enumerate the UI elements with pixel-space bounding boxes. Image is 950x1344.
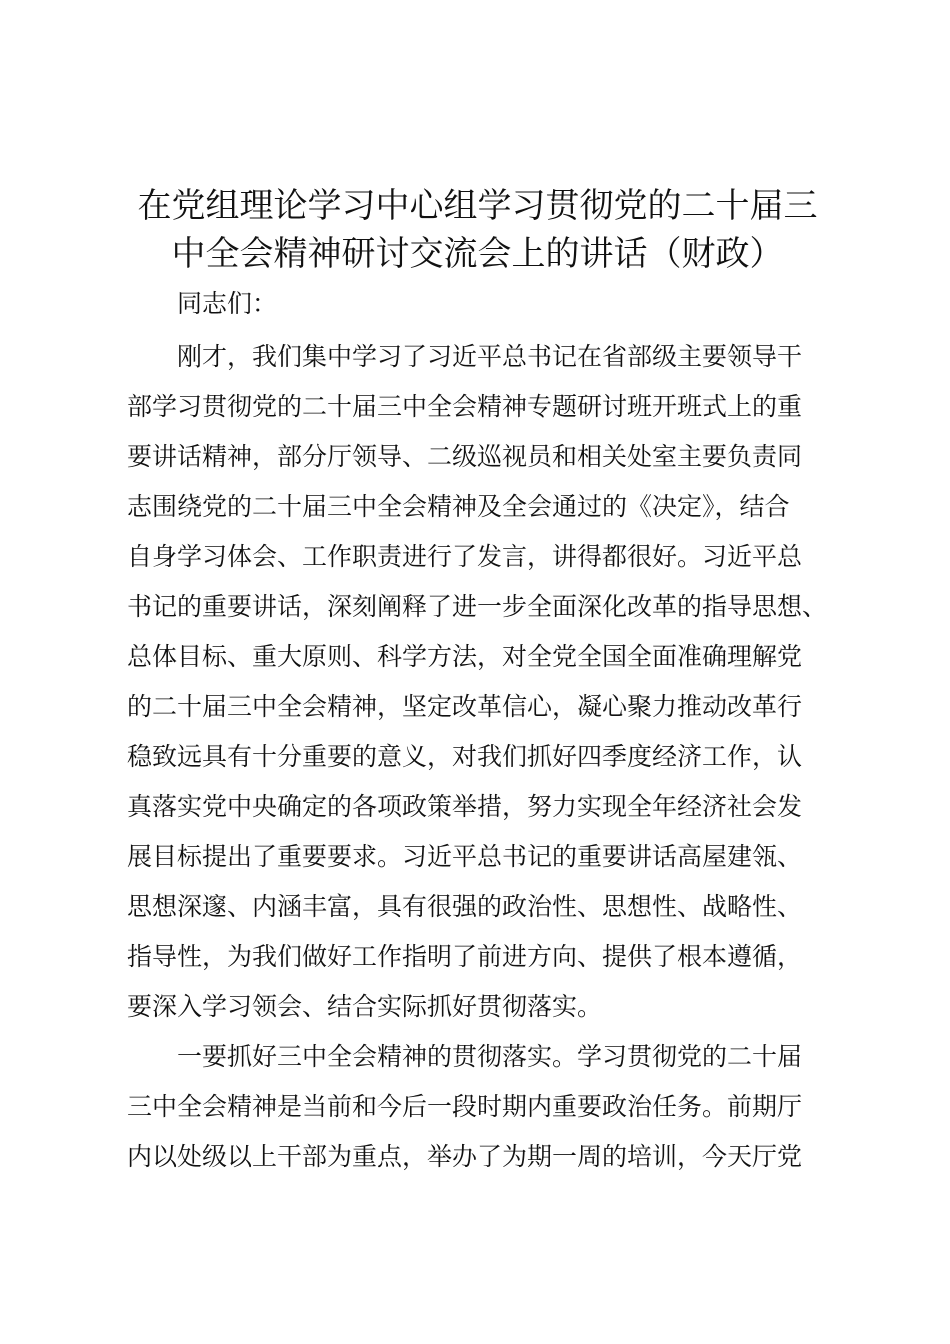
- paragraph-line: 总体目标、重大原则、科学方法，对全党全国全面准确理解党: [127, 642, 803, 671]
- paragraph-line: 思想深邃、内涵丰富，具有很强的政治性、思想性、战略性、: [127, 892, 803, 921]
- paragraph-line: 自身学习体会、工作职责进行了发言，讲得都很好。习近平总: [127, 542, 803, 571]
- paragraph-line: 刚才，我们集中学习了习近平总书记在省部级主要领导干: [177, 342, 803, 371]
- paragraph-line: 一要抓好三中全会精神的贯彻落实。学习贯彻党的二十届: [177, 1042, 803, 1071]
- title-line: 中全会精神研讨交流会上的讲话（财政）: [171, 234, 784, 274]
- paragraph-line: 部学习贯彻党的二十届三中全会精神专题研讨班开班式上的重: [127, 392, 803, 421]
- paragraph-line: 指导性，为我们做好工作指明了前进方向、提供了根本遵循，: [127, 942, 803, 971]
- paragraph-line: 稳致远具有十分重要的意义，对我们抓好四季度经济工作，认: [127, 742, 803, 771]
- paragraph-line: 内以处级以上干部为重点，举办了为期一周的培训，今天厅党: [127, 1142, 803, 1171]
- paragraph-line: 三中全会精神是当前和今后一段时期内重要政治任务。前期厅: [127, 1092, 803, 1121]
- paragraph-line: 书记的重要讲话，深刻阐释了进一步全面深化改革的指导思想、: [127, 592, 828, 621]
- paragraph-line: 要讲话精神，部分厅领导、二级巡视员和相关处室主要负责同: [127, 442, 803, 471]
- paragraph-line: 的二十届三中全会精神，坚定改革信心，凝心聚力推动改革行: [127, 692, 803, 721]
- paragraph-line: 真落实党中央确定的各项政策举措，努力实现全年经济社会发: [127, 792, 803, 821]
- title-line: 在党组理论学习中心组学习贯彻党的二十届三: [137, 186, 818, 226]
- salutation: 同志们：: [177, 289, 278, 318]
- paragraph-line: 要深入学习领会、结合实际抓好贯彻落实。: [127, 992, 603, 1021]
- paragraph-line: 志围绕党的二十届三中全会精神及全会通过的《决定》，结合: [127, 492, 790, 521]
- body-paragraph: [127, 1032, 837, 1182]
- paragraph-line: 展目标提出了重要要求。习近平总书记的重要讲话高屋建瓴、: [127, 842, 803, 871]
- document-title: [125, 182, 830, 278]
- body-paragraph: [127, 332, 837, 1032]
